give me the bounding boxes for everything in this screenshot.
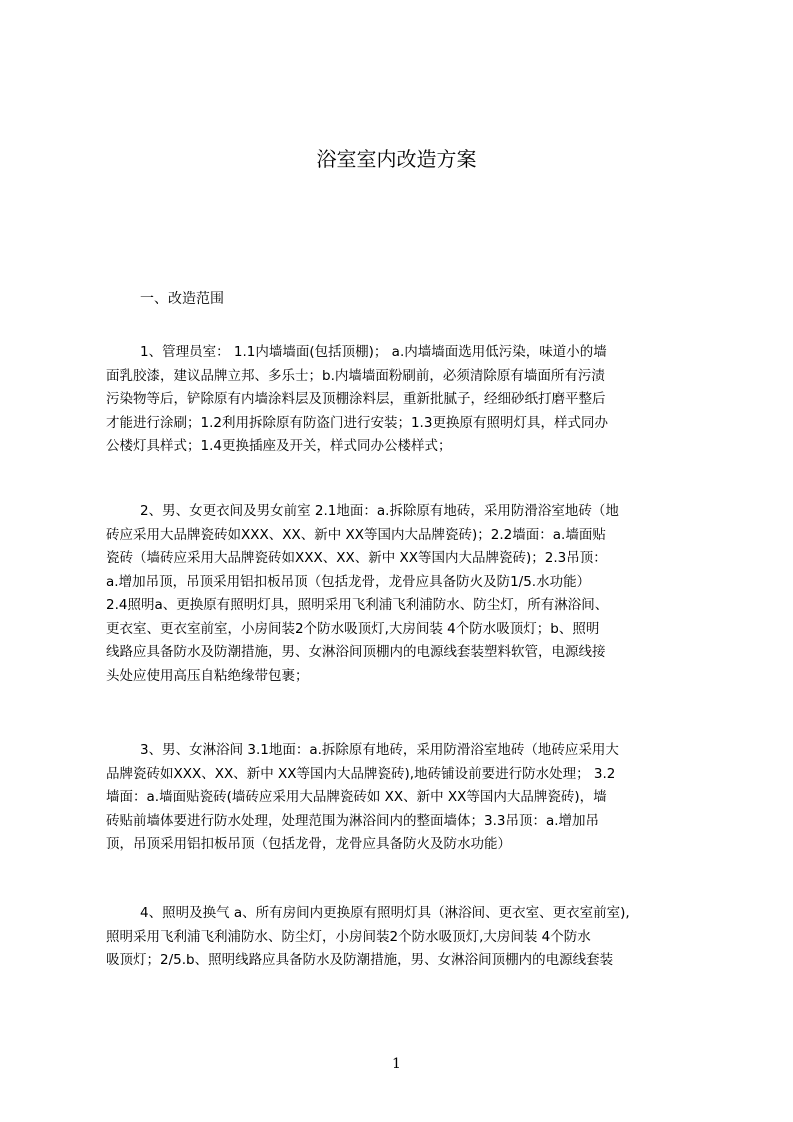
page-title: 浴室室内改造方案 xyxy=(316,147,477,171)
paragraph-line: 更衣室、更衣室前室，小房间装2个防水吸顶灯,大房间装 4个防水吸顶灯；b、照明 xyxy=(106,620,600,637)
paragraph-line: 吸顶灯；2/5.b、照明线路应具备防水及防潮措施，男、女淋浴间顶棚内的电源线套装 xyxy=(106,952,614,968)
paragraph-line: 3、男、女淋浴间 3.1地面：a.拆除原有地砖，采用防滑浴室地砖（地砖应采用大 xyxy=(140,742,619,758)
paragraph-line: 公楼灯具样式；1.4更换插座及开关，样式同办公楼样式； xyxy=(106,438,452,454)
paragraph-line: 头处应使用高压自粘绝缘带包裹； xyxy=(106,667,309,684)
paragraph-line: 墙面：a.墙面贴瓷砖(墙砖应采用大品牌瓷砖如 XX、新中 XX等国内大品牌瓷砖)，墙 xyxy=(106,789,607,805)
paragraph-line: 4、照明及换气 a、所有房间内更换原有照明灯具（淋浴间、更衣室、更衣室前室), xyxy=(140,905,630,921)
paragraph-line: 面乳胶漆，建议品牌立邦、多乐士；b.内墙墙面粉刷前，必须清除原有墙面所有污渍 xyxy=(106,367,605,384)
paragraph-line: 品牌瓷砖如XXX、XX、新中 XX等国内大品牌瓷砖),地砖铺设前要进行防水处理； 3.2 xyxy=(106,765,616,782)
paragraph-changing-rooms xyxy=(106,500,706,688)
paragraph-line: a.增加吊顶，吊顶采用铝扣板吊顶（包括龙骨，龙骨应具备防火及防1/5.水功能） xyxy=(106,573,591,590)
paragraph-line: 砖贴前墙体要进行防水处理，处理范围为淋浴间内的整面墙体；3.3吊顶：a.增加吊 xyxy=(106,812,600,829)
paragraph-line: 顶，吊顶采用铝扣板吊顶（包括龙骨，龙骨应具备防火及防水功能） xyxy=(106,836,511,852)
paragraph-management-room xyxy=(106,341,706,459)
paragraph-line: 照明采用飞利浦飞利浦防水、防尘灯，小房间装2个防水吸顶灯,大房间装 4个防水 xyxy=(106,928,591,945)
paragraph-line: 1、管理员室： 1.1内墙墙面(包括顶棚)； a.内墙墙面选用低污染，味道小的墙 xyxy=(140,344,607,360)
paragraph-lighting-ventilation xyxy=(106,902,706,973)
paragraph-line: 2、男、女更衣间及男女前室 2.1地面：a.拆除原有地砖，采用防滑浴室地砖（地 xyxy=(140,503,619,519)
paragraph-line: 污染物等后，铲除原有内墙涂料层及顶棚涂料层，重新批腻子，经细砂纸打磨平整后 xyxy=(106,391,606,407)
paragraph-line: 瓷砖（墙砖应采用大品牌瓷砖如XXX、XX、新中 XX等国内大品牌瓷砖)；2.3吊顶： xyxy=(106,550,607,566)
page-number: 1 xyxy=(392,1056,401,1072)
paragraph-line: 砖应采用大品牌瓷砖如XXX、XX、新中 XX等国内大品牌瓷砖)；2.2墙面：a.墙面贴 xyxy=(106,526,606,543)
section-heading: 一、改造范围 xyxy=(140,291,224,307)
paragraph-line: 2.4照明a、更换原有照明灯具，照明采用飞利浦飞利浦防水、防尘灯，所有淋浴间、 xyxy=(106,597,609,613)
paragraph-line: 线路应具备防水及防潮措施，男、女淋浴间顶棚内的电源线套装塑料软管，电源线接 xyxy=(106,644,606,660)
paragraph-shower-rooms xyxy=(106,739,706,857)
paragraph-line: 才能进行涂刷；1.2利用拆除原有防盗门进行安装；1.3更换原有照明灯具，样式同办 xyxy=(106,414,608,431)
